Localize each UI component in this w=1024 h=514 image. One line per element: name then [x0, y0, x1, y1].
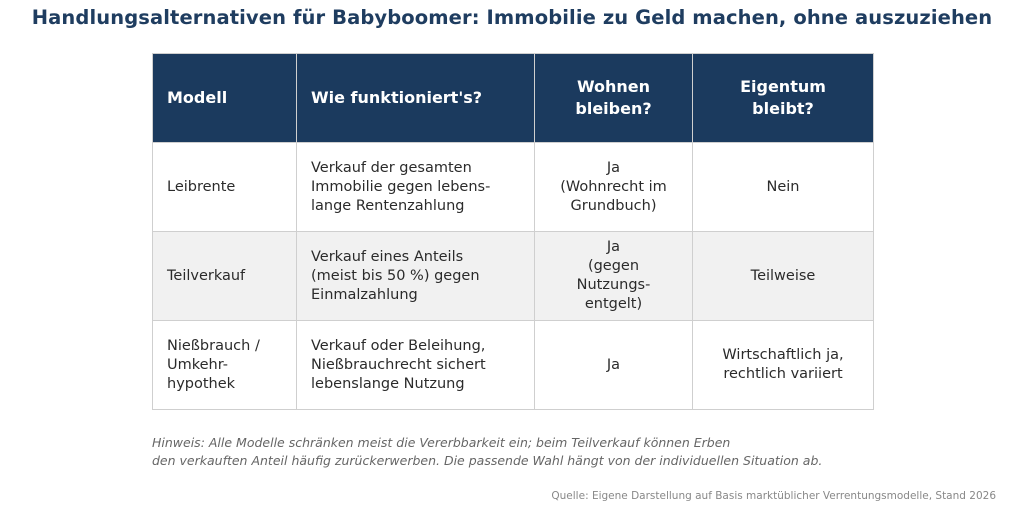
cell-eigentum: Nein: [693, 143, 874, 232]
cell-funktion: Verkauf oder Beleihung, Nießbrauchrecht sichert lebenslange Nutzung: [297, 321, 535, 410]
header-funktion: Wie funktioniert's?: [297, 54, 535, 143]
cell-funktion: Verkauf eines Anteils (meist bis 50 %) gegen Einmalzahlung: [297, 232, 535, 321]
header-modell: Modell: [153, 54, 297, 143]
cell-wohnen: Ja: [535, 321, 693, 410]
table-row: [153, 321, 874, 410]
header-wohnen: Wohnen bleiben?: [535, 54, 693, 143]
comparison-table: [152, 53, 874, 410]
page-title: Handlungsalternativen für Babyboomer: Immobilie zu Geld machen, ohne auszuziehen: [31, 6, 993, 29]
cell-funktion: Verkauf der gesamten Immobilie gegen lebens- lange Rentenzahlung: [297, 143, 535, 232]
cell-modell: Nießbrauch / Umkehr- hypothek: [153, 321, 297, 410]
cell-wohnen: Ja (gegen Nutzungs- entgelt): [535, 232, 693, 321]
footnote: Hinweis: Alle Modelle schränken meist die Vererbbarkeit ein; beim Teilverkauf können Erben den verkauften Anteil häufig zurückerwerben. Die passende Wahl hängt von der individuellen Situation ab.: [152, 435, 823, 468]
cell-wohnen: Ja (Wohnrecht im Grundbuch): [535, 143, 693, 232]
source-credit: Quelle: Eigene Darstellung auf Basis marktüblicher Verrentungsmodelle, Stand 2026: [551, 490, 996, 502]
cell-eigentum: Teilweise: [693, 232, 874, 321]
cell-modell: Teilverkauf: [153, 232, 297, 321]
cell-eigentum: Wirtschaftlich ja, rechtlich variiert: [693, 321, 874, 410]
table-row: [153, 143, 874, 232]
cell-modell: Leibrente: [153, 143, 297, 232]
table-row: [153, 232, 874, 321]
table-header-row: [153, 54, 874, 143]
header-eigentum: Eigentum bleibt?: [693, 54, 874, 143]
